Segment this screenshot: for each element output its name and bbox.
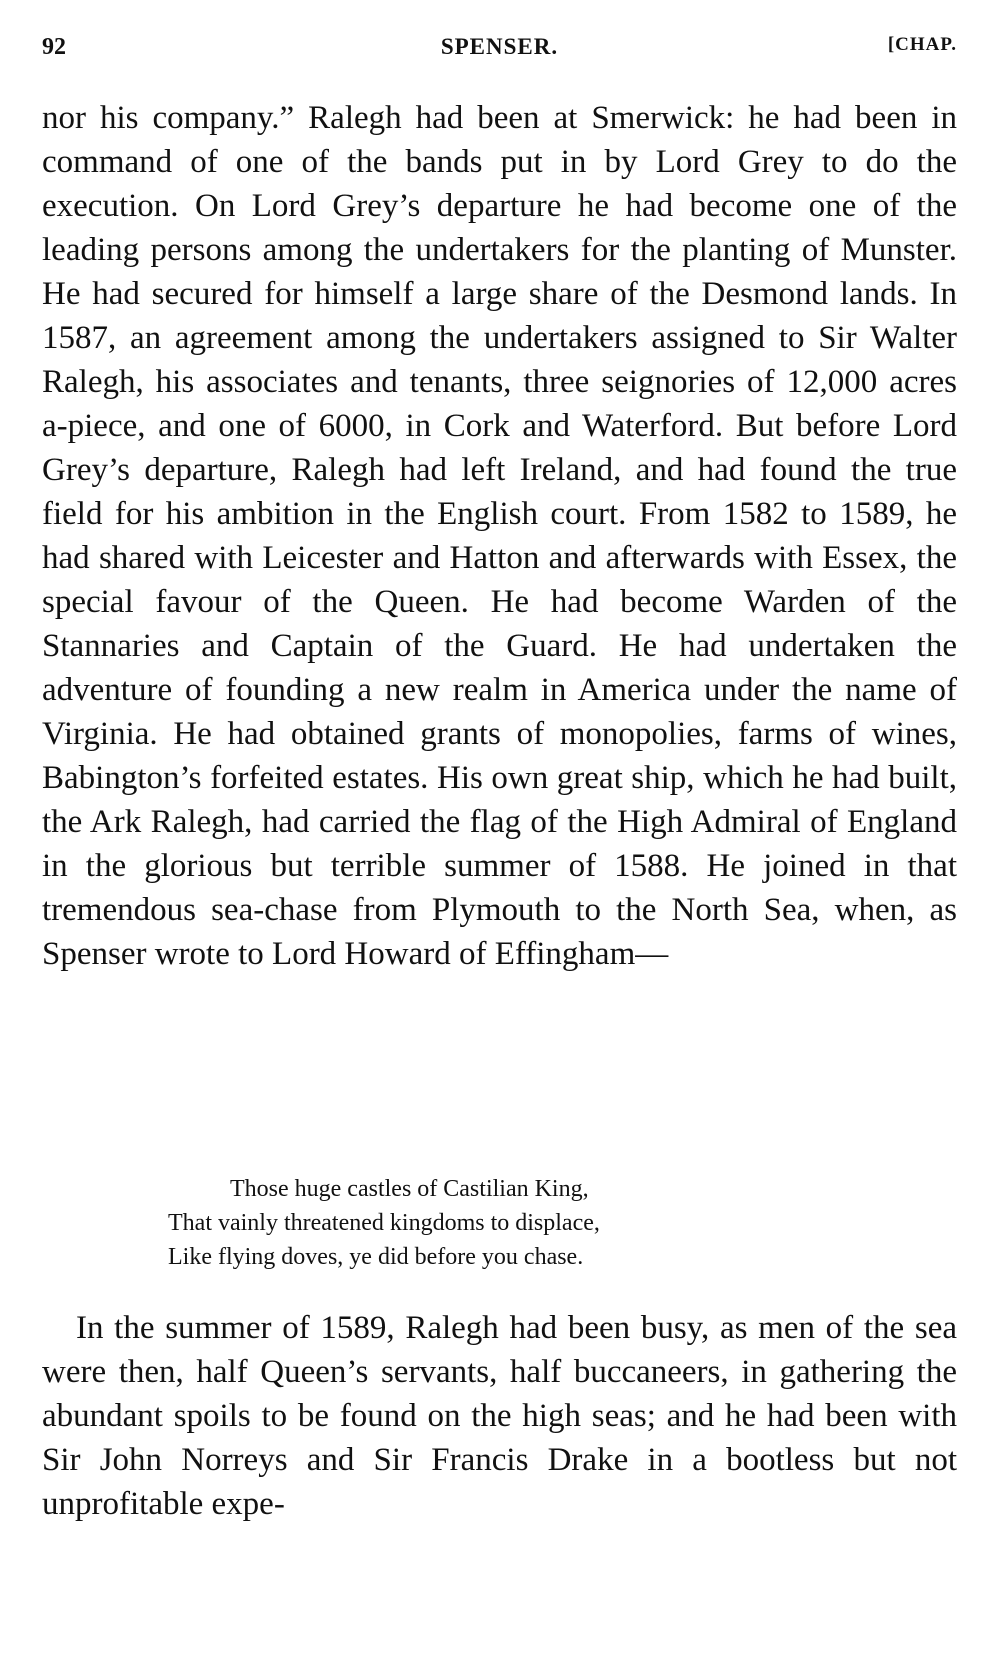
page-number: 92: [42, 34, 66, 60]
verse-line: Like flying doves, ye did before you chase.: [168, 1244, 584, 1270]
body-paragraph: nor his company.” Ralegh had been at Smerwick: he had been in command of one of the bands put in by Lord Grey to do the execution. On Lord Grey’s departure he had become one of the leading persons among the undertakers for the planting of Munster. He had secured for himself a large share of the Desmond lands. In 1587, an agreement among the undertakers assigned to Sir Walter Ralegh, his associates and tenants, three seignories of 12,000 acres a-piece, and one of 6000, in Cork and Waterford. But before Lord Grey’s departure, Ralegh had left Ireland, and had found the true field for his ambition in the English court. From 1582 to 1589, he had shared with Leicester and Hatton and afterwards with Essex, the special favour of the Queen. He had become Warden of the Stannaries and Captain of the Guard. He had undertaken the adventure of founding a new realm in America under the name of Virginia. He had obtained grants of monopolies, farms of wines, Babington’s forfeited estates. His own great ship, which he had built, the Ark Ralegh, had carried the flag of the High Admiral of England in the glorious but terrible summer of 1588. He joined in that tremendous sea-chase from Plymouth to the North Sea, when, as Spenser wrote to Lord Howard of Effingham—: [42, 100, 957, 972]
page-header: [42, 34, 957, 74]
chapter-mark: [CHAP.: [887, 34, 957, 55]
running-title: SPENSER.: [440, 34, 559, 59]
body-paragraph: In the summer of 1589, Ralegh had been busy, as men of the sea were then, half Queen’s servants, half buccaneers, in gathering the abundant spoils to be found on the high seas; and he had been with Sir John Norreys and Sir Francis Drake in a bootless but not unprofitable expe-: [42, 1310, 957, 1522]
verse-quotation: [0, 1172, 1000, 1274]
verse-line: That vainly threatened kingdoms to displace,: [168, 1210, 600, 1236]
verse-line: Those huge castles of Castilian King,: [230, 1176, 589, 1202]
